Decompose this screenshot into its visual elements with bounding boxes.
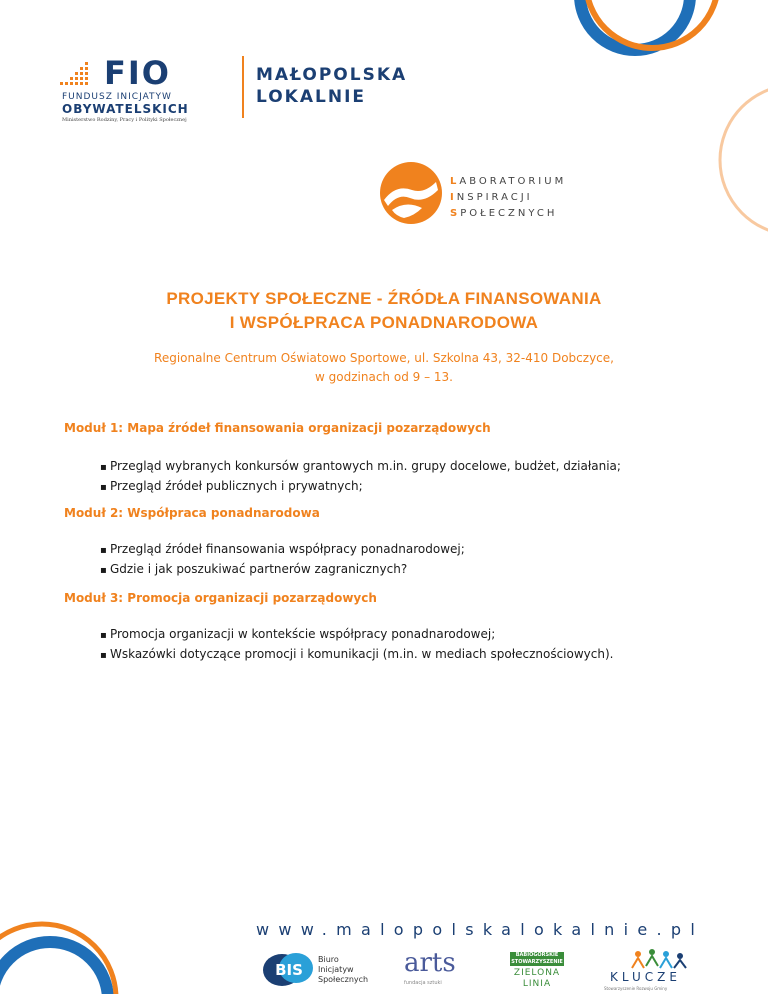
zielona-line2: LINIA [522, 979, 552, 989]
malopolska-line1: MAŁOPOLSKA [256, 65, 408, 85]
zielona-linia-logo [510, 968, 564, 990]
malopolska-lokalnie-logo [256, 64, 407, 108]
module-1-heading: Moduł 1: Mapa źródeł finansowania organizacji pozarządowych [64, 421, 491, 435]
bis-name [318, 955, 368, 985]
lab-initial-l: L [450, 176, 460, 187]
page-title [0, 287, 768, 335]
venue-info [0, 349, 768, 387]
title-line1: PROJEKTY SPOŁECZNE - ŹRÓDŁA FINANSOWANIA [166, 289, 602, 308]
laboratorium-emblem-icon [378, 160, 444, 226]
fio-wordmark: FIO [104, 54, 171, 92]
klucze-logo: KLUCZE [610, 970, 681, 984]
lab-line3: POŁECZNYCH [460, 208, 558, 219]
module-2-heading: Moduł 2: Współpraca ponadnarodowa [64, 506, 320, 520]
title-line2: I WSPÓŁPRACA PONADNARODOWA [229, 313, 539, 332]
list-item: ▪ Przegląd źródeł finansowania współpracy ponadnarodowej; [100, 540, 465, 560]
zielona-top1: BABIOGÓRSKIE [515, 952, 559, 958]
lab-line1: ABORATORIUM [459, 176, 567, 187]
bis-logo-icon [262, 950, 316, 988]
bis-line2: Inicjatyw [318, 965, 354, 974]
list-item: ▪ Przegląd źródeł publicznych i prywatnych; [100, 477, 621, 497]
bis-line1: Biuro [318, 955, 339, 964]
module-2-list [100, 540, 465, 580]
venue-line1: Regionalne Centrum Oświatowo Sportowe, ul. Szkolna 43, 32-410 Dobczyce, [154, 351, 614, 365]
lab-initial-i: I [450, 192, 457, 203]
fio-subtitle-1: FUNDUSZ INICJATYW [62, 92, 172, 102]
klucze-figures-icon [628, 948, 688, 970]
module-3-list [100, 625, 613, 665]
venue-line2: w godzinach od 9 – 13. [315, 370, 453, 384]
arts-logo: arts [404, 948, 456, 978]
website-link[interactable]: www.malopolskalokalnie.pl [256, 920, 705, 939]
list-item: ▪ Wskazówki dotyczące promocji i komunikacji (m.in. w mediach społecznościowych). [100, 645, 613, 665]
decorative-ring-bottom-left [0, 880, 130, 994]
fio-subtitle-2: OBYWATELSKICH [62, 102, 189, 116]
list-item: ▪ Przegląd wybranych konkursów grantowych m.in. grupy docelowe, budżet, działania; [100, 457, 621, 477]
lab-line2: NSPIRACJI [456, 192, 533, 203]
logo-divider [242, 56, 244, 118]
malopolska-line2: LOKALNIE [256, 87, 367, 107]
bis-line3: Społecznych [318, 975, 369, 984]
fio-dots-icon [60, 60, 96, 88]
list-item: ▪ Gdzie i jak poszukiwać partnerów zagranicznych? [100, 560, 465, 580]
laboratorium-text [450, 174, 566, 222]
zielona-linia-header [510, 952, 564, 966]
zielona-top2: STOWARZYSZENIE [511, 959, 563, 965]
arts-subtitle: fundacja sztuki [404, 980, 442, 986]
klucze-subtitle: Stowarzyszenie Rozwoju Gminy [604, 986, 668, 991]
list-item: ▪ Promocja organizacji w kontekście współpracy ponadnarodowej; [100, 625, 613, 645]
lab-initial-s: S [450, 208, 461, 219]
fio-ministry: Ministerstwo Rodziny, Pracy i Polityki Społecznej [62, 117, 187, 123]
fio-logo [52, 54, 408, 124]
decorative-ring-right [700, 70, 768, 250]
module-3-heading: Moduł 3: Promocja organizacji pozarządowych [64, 591, 377, 605]
decorative-ring-top-right [540, 0, 768, 80]
laboratorium-logo [378, 160, 598, 228]
module-1-list [100, 457, 621, 497]
bis-logo-text: BIS [275, 961, 303, 979]
zielona-line1: ZIELONA [513, 968, 561, 978]
